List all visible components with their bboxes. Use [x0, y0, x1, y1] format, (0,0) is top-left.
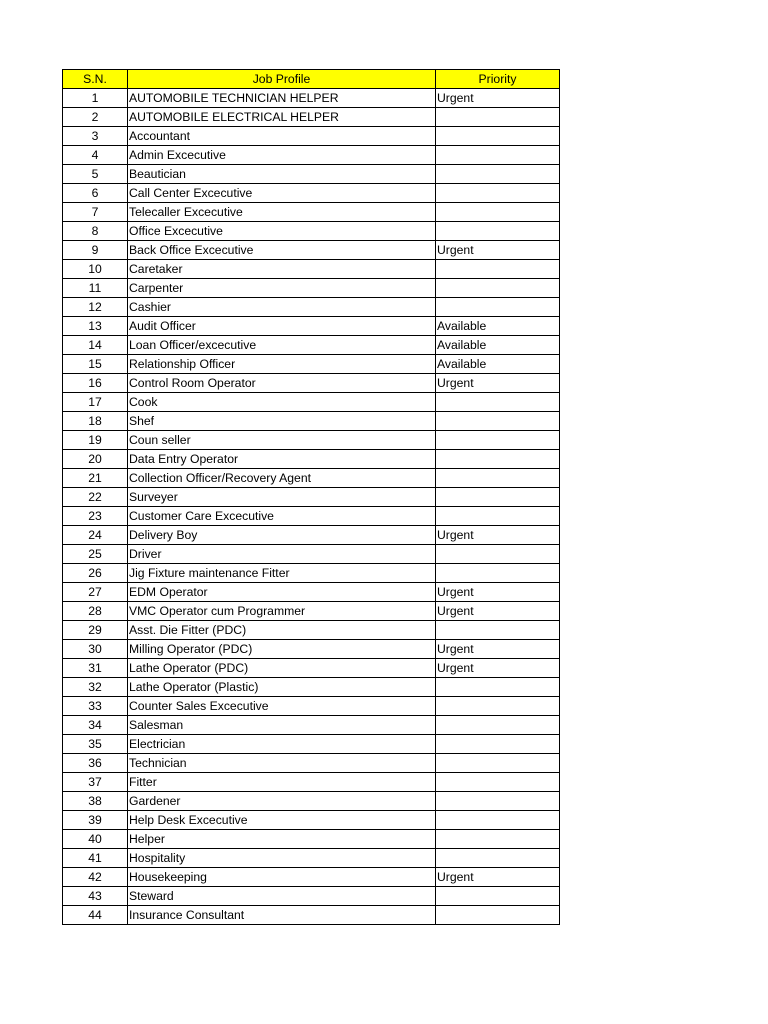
- cell-sn: 6: [63, 184, 128, 203]
- cell-sn: 10: [63, 260, 128, 279]
- cell-priority: Urgent: [436, 602, 560, 621]
- table-row: [63, 374, 560, 393]
- cell-sn: 4: [63, 146, 128, 165]
- cell-sn: 1: [63, 89, 128, 108]
- table-row: [63, 146, 560, 165]
- table-row: [63, 697, 560, 716]
- cell-priority: [436, 716, 560, 735]
- cell-job-profile: Salesman: [128, 716, 436, 735]
- table-row: [63, 355, 560, 374]
- cell-priority: [436, 184, 560, 203]
- table-body: [63, 89, 560, 925]
- cell-priority: [436, 127, 560, 146]
- cell-job-profile: Helper: [128, 830, 436, 849]
- table-row: [63, 868, 560, 887]
- cell-job-profile: Caretaker: [128, 260, 436, 279]
- cell-sn: 3: [63, 127, 128, 146]
- cell-job-profile: Electrician: [128, 735, 436, 754]
- table-row: [63, 659, 560, 678]
- cell-job-profile: Gardener: [128, 792, 436, 811]
- table-row: [63, 773, 560, 792]
- cell-priority: [436, 830, 560, 849]
- cell-sn: 8: [63, 222, 128, 241]
- cell-job-profile: Call Center Excecutive: [128, 184, 436, 203]
- cell-sn: 13: [63, 317, 128, 336]
- cell-sn: 18: [63, 412, 128, 431]
- cell-sn: 5: [63, 165, 128, 184]
- cell-job-profile: Insurance Consultant: [128, 906, 436, 925]
- cell-sn: 27: [63, 583, 128, 602]
- cell-job-profile: Cashier: [128, 298, 436, 317]
- cell-sn: 19: [63, 431, 128, 450]
- cell-priority: [436, 849, 560, 868]
- table-row: [63, 298, 560, 317]
- cell-job-profile: EDM Operator: [128, 583, 436, 602]
- table-row: [63, 393, 560, 412]
- cell-sn: 26: [63, 564, 128, 583]
- cell-sn: 33: [63, 697, 128, 716]
- cell-sn: 31: [63, 659, 128, 678]
- cell-priority: [436, 735, 560, 754]
- cell-job-profile: Counter Sales Excecutive: [128, 697, 436, 716]
- cell-priority: Urgent: [436, 868, 560, 887]
- cell-priority: [436, 203, 560, 222]
- cell-priority: [436, 887, 560, 906]
- cell-sn: 16: [63, 374, 128, 393]
- cell-priority: Urgent: [436, 89, 560, 108]
- table-row: [63, 412, 560, 431]
- cell-job-profile: Collection Officer/Recovery Agent: [128, 469, 436, 488]
- cell-job-profile: Asst. Die Fitter (PDC): [128, 621, 436, 640]
- cell-job-profile: Carpenter: [128, 279, 436, 298]
- cell-sn: 37: [63, 773, 128, 792]
- cell-sn: 39: [63, 811, 128, 830]
- cell-job-profile: Housekeeping: [128, 868, 436, 887]
- cell-job-profile: Help Desk Excecutive: [128, 811, 436, 830]
- cell-priority: Available: [436, 336, 560, 355]
- cell-job-profile: AUTOMOBILE ELECTRICAL HELPER: [128, 108, 436, 127]
- cell-sn: 29: [63, 621, 128, 640]
- cell-sn: 12: [63, 298, 128, 317]
- job-profile-table: [62, 69, 560, 925]
- table-row: [63, 906, 560, 925]
- cell-sn: 9: [63, 241, 128, 260]
- cell-priority: [436, 450, 560, 469]
- cell-priority: [436, 621, 560, 640]
- cell-sn: 20: [63, 450, 128, 469]
- table-row: [63, 279, 560, 298]
- table-row: [63, 450, 560, 469]
- cell-job-profile: Fitter: [128, 773, 436, 792]
- cell-job-profile: Lathe Operator (PDC): [128, 659, 436, 678]
- table-row: [63, 507, 560, 526]
- cell-priority: [436, 488, 560, 507]
- cell-priority: Urgent: [436, 640, 560, 659]
- cell-priority: Available: [436, 355, 560, 374]
- cell-priority: [436, 507, 560, 526]
- table-row: [63, 754, 560, 773]
- cell-priority: [436, 279, 560, 298]
- table-row: [63, 526, 560, 545]
- cell-priority: Urgent: [436, 659, 560, 678]
- cell-priority: [436, 811, 560, 830]
- cell-job-profile: Milling Operator (PDC): [128, 640, 436, 659]
- job-profile-sheet: [62, 69, 560, 925]
- cell-priority: [436, 298, 560, 317]
- cell-sn: 42: [63, 868, 128, 887]
- table-row: [63, 127, 560, 146]
- cell-job-profile: Driver: [128, 545, 436, 564]
- cell-job-profile: Steward: [128, 887, 436, 906]
- cell-sn: 17: [63, 393, 128, 412]
- cell-priority: [436, 773, 560, 792]
- table-row: [63, 887, 560, 906]
- cell-priority: [436, 906, 560, 925]
- cell-job-profile: Admin Excecutive: [128, 146, 436, 165]
- cell-sn: 41: [63, 849, 128, 868]
- cell-job-profile: Shef: [128, 412, 436, 431]
- header-job-profile: Job Profile: [128, 70, 436, 89]
- cell-priority: Urgent: [436, 374, 560, 393]
- cell-priority: [436, 108, 560, 127]
- cell-priority: Urgent: [436, 583, 560, 602]
- cell-job-profile: Loan Officer/excecutive: [128, 336, 436, 355]
- table-row: [63, 830, 560, 849]
- cell-sn: 14: [63, 336, 128, 355]
- cell-priority: [436, 431, 560, 450]
- table-row: [63, 545, 560, 564]
- cell-job-profile: Control Room Operator: [128, 374, 436, 393]
- cell-sn: 43: [63, 887, 128, 906]
- cell-sn: 2: [63, 108, 128, 127]
- cell-priority: [436, 545, 560, 564]
- cell-priority: [436, 393, 560, 412]
- cell-job-profile: Customer Care Excecutive: [128, 507, 436, 526]
- table-row: [63, 811, 560, 830]
- cell-job-profile: Data Entry Operator: [128, 450, 436, 469]
- table-row: [63, 222, 560, 241]
- cell-priority: [436, 754, 560, 773]
- table-row: [63, 317, 560, 336]
- table-row: [63, 849, 560, 868]
- cell-job-profile: Hospitality: [128, 849, 436, 868]
- cell-sn: 25: [63, 545, 128, 564]
- cell-job-profile: Cook: [128, 393, 436, 412]
- table-header: [63, 70, 560, 89]
- cell-priority: [436, 792, 560, 811]
- cell-job-profile: Jig Fixture maintenance Fitter: [128, 564, 436, 583]
- cell-job-profile: AUTOMOBILE TECHNICIAN HELPER: [128, 89, 436, 108]
- cell-priority: [436, 165, 560, 184]
- cell-job-profile: Surveyer: [128, 488, 436, 507]
- header-row: [63, 70, 560, 89]
- cell-priority: Available: [436, 317, 560, 336]
- cell-sn: 28: [63, 602, 128, 621]
- cell-sn: 15: [63, 355, 128, 374]
- table-row: [63, 716, 560, 735]
- cell-job-profile: Accountant: [128, 127, 436, 146]
- cell-job-profile: Technician: [128, 754, 436, 773]
- cell-job-profile: Beautician: [128, 165, 436, 184]
- cell-sn: 32: [63, 678, 128, 697]
- cell-job-profile: Telecaller Excecutive: [128, 203, 436, 222]
- table-row: [63, 735, 560, 754]
- cell-sn: 7: [63, 203, 128, 222]
- cell-sn: 11: [63, 279, 128, 298]
- cell-priority: Urgent: [436, 241, 560, 260]
- table-row: [63, 792, 560, 811]
- table-row: [63, 336, 560, 355]
- table-row: [63, 241, 560, 260]
- cell-priority: [436, 564, 560, 583]
- table-row: [63, 184, 560, 203]
- cell-sn: 23: [63, 507, 128, 526]
- cell-job-profile: Audit Officer: [128, 317, 436, 336]
- table-row: [63, 203, 560, 222]
- cell-sn: 35: [63, 735, 128, 754]
- cell-job-profile: Lathe Operator (Plastic): [128, 678, 436, 697]
- cell-priority: [436, 697, 560, 716]
- table-row: [63, 108, 560, 127]
- cell-job-profile: VMC Operator cum Programmer: [128, 602, 436, 621]
- cell-priority: [436, 260, 560, 279]
- cell-priority: [436, 469, 560, 488]
- table-row: [63, 165, 560, 184]
- cell-job-profile: Coun seller: [128, 431, 436, 450]
- table-row: [63, 564, 560, 583]
- table-row: [63, 678, 560, 697]
- cell-priority: [436, 678, 560, 697]
- table-row: [63, 89, 560, 108]
- cell-sn: 44: [63, 906, 128, 925]
- cell-sn: 34: [63, 716, 128, 735]
- table-row: [63, 260, 560, 279]
- table-row: [63, 640, 560, 659]
- table-row: [63, 621, 560, 640]
- header-priority: Priority: [436, 70, 560, 89]
- cell-priority: [436, 412, 560, 431]
- table-row: [63, 583, 560, 602]
- table-row: [63, 602, 560, 621]
- table-row: [63, 431, 560, 450]
- cell-sn: 40: [63, 830, 128, 849]
- cell-priority: Urgent: [436, 526, 560, 545]
- table-row: [63, 469, 560, 488]
- cell-sn: 38: [63, 792, 128, 811]
- cell-job-profile: Relationship Officer: [128, 355, 436, 374]
- cell-job-profile: Delivery Boy: [128, 526, 436, 545]
- cell-sn: 24: [63, 526, 128, 545]
- cell-sn: 21: [63, 469, 128, 488]
- cell-sn: 30: [63, 640, 128, 659]
- cell-priority: [436, 222, 560, 241]
- cell-sn: 22: [63, 488, 128, 507]
- cell-priority: [436, 146, 560, 165]
- cell-job-profile: Back Office Excecutive: [128, 241, 436, 260]
- cell-job-profile: Office Excecutive: [128, 222, 436, 241]
- table-row: [63, 488, 560, 507]
- header-sn: S.N.: [63, 70, 128, 89]
- cell-sn: 36: [63, 754, 128, 773]
